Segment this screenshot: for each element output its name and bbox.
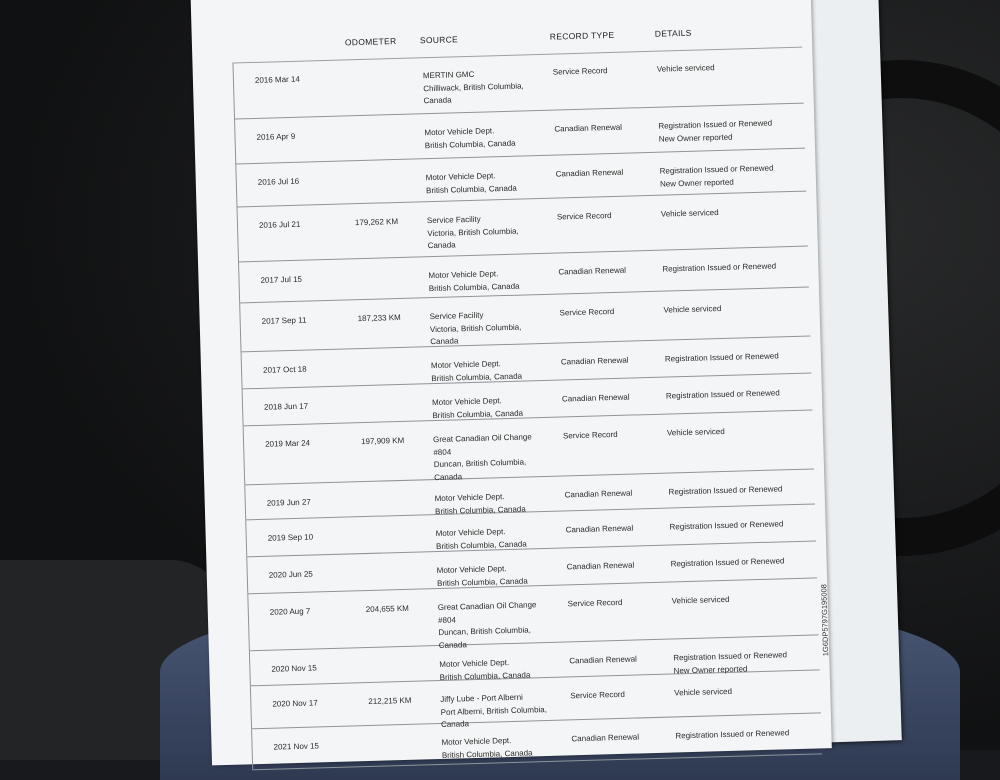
source-cell-line: Great Canadian Oil Change	[437, 600, 537, 613]
details-cell	[668, 482, 818, 499]
date-cell: 2020 Aug 7	[269, 606, 311, 617]
source-cell-line: British Columbia, Canada	[435, 539, 527, 551]
source-cell-line: Canada	[427, 240, 456, 251]
odometer-cell: 212,215 KM	[368, 695, 412, 706]
source-cell-line: Victoria, British Columbia,	[429, 322, 522, 334]
details-cell	[657, 60, 807, 77]
source-cell	[428, 267, 549, 295]
row-border	[244, 485, 246, 519]
date-cell: 2020 Jun 25	[268, 569, 313, 580]
details-cell-line: Registration Issued or Renewed	[662, 261, 777, 274]
date-cell: 2017 Sep 11	[261, 315, 307, 326]
source-cell-line: British Columbia, Canada	[434, 504, 526, 516]
date-cell: 2018 Jun 17	[263, 401, 309, 412]
source-cell-line: British Columbia, Canada	[439, 669, 531, 682]
record-type-cell: Canadian Renewal	[554, 122, 623, 134]
source-cell-line: Service Facility	[429, 310, 484, 322]
details-cell-line: Registration Issued or Renewed	[665, 388, 780, 401]
row-border	[235, 164, 237, 206]
date-cell: 2021 Nov 15	[273, 741, 320, 752]
source-cell-line: Port Alberni, British Columbia,	[440, 704, 548, 717]
details-cell	[658, 116, 809, 145]
details-cell-line: New Owner reported	[659, 177, 734, 189]
source-cell-line: British Columbia, Canada	[431, 371, 523, 383]
date-cell: 2019 Sep 10	[267, 532, 314, 543]
row-border	[250, 686, 252, 728]
odometer-cell: 197,909 KM	[360, 435, 405, 447]
row-border	[243, 426, 246, 484]
details-cell-line: Registration Issued or Renewed	[670, 556, 785, 569]
row-border	[242, 389, 244, 425]
details-cell	[665, 349, 815, 366]
source-cell-line: Canada	[440, 719, 470, 729]
odometer-cell: 187,233 KM	[357, 312, 401, 324]
source-cell-line: Chilliwack, British Columbia,	[423, 80, 524, 93]
record-type-cell: Canadian Renewal	[571, 732, 640, 744]
details-cell	[670, 554, 820, 571]
details-cell	[669, 517, 819, 534]
date-cell: 2017 Jul 15	[260, 274, 303, 285]
source-cell	[424, 124, 545, 152]
header-odometer: ODOMETER	[344, 35, 397, 48]
record-type-cell: Canadian Renewal	[569, 654, 637, 666]
record-type-cell: Canadian Renewal	[558, 265, 627, 277]
details-cell	[667, 423, 817, 440]
row-border	[234, 119, 236, 163]
details-cell	[661, 204, 811, 221]
source-cell	[441, 734, 562, 762]
record-type-cell: Canadian Renewal	[565, 523, 634, 535]
source-cell-line: #804	[433, 447, 452, 457]
source-cell-line: British Columbia, Canada	[436, 576, 528, 588]
vin-number: 1G6DP5797G195008	[819, 583, 831, 657]
details-cell	[662, 259, 812, 276]
source-cell-line: Motor Vehicle Dept.	[434, 492, 505, 504]
date-cell: 2016 Jul 21	[258, 219, 301, 230]
source-cell-line: Motor Vehicle Dept.	[439, 658, 510, 670]
row-border	[251, 729, 253, 769]
source-cell-line: Motor Vehicle Dept.	[428, 269, 499, 281]
source-cell-line: Jiffy Lube - Port Alberni	[440, 692, 523, 704]
date-cell: 2016 Jul 16	[257, 176, 300, 187]
source-cell-line: British Columbia, Canada	[441, 747, 533, 760]
details-cell-line: Registration Issued or Renewed	[659, 163, 774, 176]
source-cell-line: Motor Vehicle Dept.	[424, 126, 495, 138]
record-type-cell: Service Record	[552, 66, 608, 77]
details-cell-line: Vehicle serviced	[674, 686, 733, 698]
row-border	[238, 262, 240, 302]
details-cell-line: Vehicle serviced	[656, 63, 715, 74]
source-cell-line: #804	[437, 615, 457, 625]
row-border	[239, 303, 241, 351]
vehicle-history-page	[190, 0, 832, 765]
source-cell	[423, 67, 544, 108]
source-cell	[427, 212, 548, 253]
record-type-cell: Service Record	[562, 429, 618, 441]
details-cell-line: Registration Issued or Renewed	[658, 118, 773, 131]
date-cell: 2019 Mar 24	[264, 438, 311, 449]
source-cell-line: Duncan, British Columbia,	[433, 457, 527, 470]
details-cell-line: Vehicle serviced	[660, 208, 719, 219]
record-type-cell: Service Record	[559, 306, 615, 318]
record-type-cell: Canadian Renewal	[566, 560, 635, 572]
details-cell	[663, 300, 813, 317]
details-cell-line: New Owner reported	[673, 663, 748, 675]
details-cell	[675, 726, 825, 743]
details-cell-line: Registration Issued or Renewed	[675, 728, 790, 741]
source-cell-line: British Columbia, Canada	[428, 281, 520, 293]
row-border	[247, 594, 250, 650]
record-type-cell: Canadian Renewal	[564, 488, 633, 500]
details-cell-line: New Owner reported	[658, 132, 733, 144]
source-cell-line: Service Facility	[426, 214, 481, 226]
row-border	[249, 651, 251, 685]
header-details: DETAILS	[654, 27, 692, 39]
date-cell: 2020 Nov 15	[271, 663, 317, 674]
row-border	[241, 352, 243, 388]
odometer-cell: 204,655 KM	[365, 603, 410, 615]
details-cell	[666, 386, 816, 403]
source-cell	[433, 431, 554, 484]
source-cell-line: Victoria, British Columbia,	[427, 226, 519, 238]
source-cell-line: Canada	[438, 639, 467, 650]
header-record-type: RECORD TYPE	[549, 29, 615, 42]
row-border	[232, 63, 235, 119]
date-cell: 2016 Mar 14	[254, 74, 300, 85]
details-cell-line: Registration Issued or Renewed	[668, 484, 783, 497]
details-cell-line: Registration Issued or Renewed	[664, 351, 779, 364]
header-source: SOURCE	[419, 34, 459, 46]
record-type-cell: Service Record	[570, 689, 626, 701]
row-border	[236, 207, 239, 261]
source-cell-line: British Columbia, Canada	[432, 408, 524, 420]
record-type-cell: Service Record	[567, 597, 623, 609]
date-cell: 2020 Nov 17	[272, 698, 318, 709]
source-cell-line: Great Canadian Oil Change	[432, 432, 532, 445]
source-cell	[429, 308, 550, 349]
details-cell-line: Registration Issued or Renewed	[669, 519, 784, 532]
source-cell-line: British Columbia, Canada	[424, 138, 516, 150]
source-cell	[426, 169, 547, 197]
record-type-cell: Canadian Renewal	[561, 392, 630, 404]
source-cell-line: Canada	[423, 95, 452, 106]
row-border	[245, 520, 247, 556]
source-cell-line: British Columbia, Canada	[425, 183, 517, 195]
details-cell-line: Vehicle serviced	[671, 594, 730, 606]
details-cell-line: Vehicle serviced	[663, 303, 722, 315]
source-cell-line: Motor Vehicle Dept.	[441, 736, 512, 747]
record-type-cell: Canadian Renewal	[555, 167, 624, 179]
source-cell-line: Canada	[430, 336, 459, 347]
record-type-cell: Service Record	[556, 211, 612, 222]
details-cell-line: Registration Issued or Renewed	[673, 650, 788, 663]
odometer-cell: 179,262 KM	[354, 216, 399, 228]
history-table	[232, 47, 822, 771]
row-border	[246, 557, 248, 593]
source-cell-line: Duncan, British Columbia,	[438, 625, 532, 638]
source-cell-line: Canada	[433, 471, 463, 482]
source-cell-line: MERTIN GMC	[422, 69, 475, 81]
date-cell: 2017 Oct 18	[262, 364, 307, 375]
source-cell-line: Motor Vehicle Dept.	[435, 527, 506, 539]
record-type-cell: Canadian Renewal	[560, 355, 629, 367]
details-cell	[672, 591, 822, 608]
date-cell: 2016 Apr 9	[256, 131, 296, 142]
source-cell-line: Motor Vehicle Dept.	[430, 359, 501, 371]
source-cell-line: Motor Vehicle Dept.	[431, 396, 502, 408]
details-cell-line: Vehicle serviced	[666, 426, 725, 438]
date-cell: 2019 Jun 27	[266, 497, 311, 508]
source-cell-line: Motor Vehicle Dept.	[436, 564, 507, 576]
details-cell	[674, 683, 824, 700]
source-cell-line: Motor Vehicle Dept.	[425, 171, 496, 183]
details-cell	[659, 161, 810, 190]
